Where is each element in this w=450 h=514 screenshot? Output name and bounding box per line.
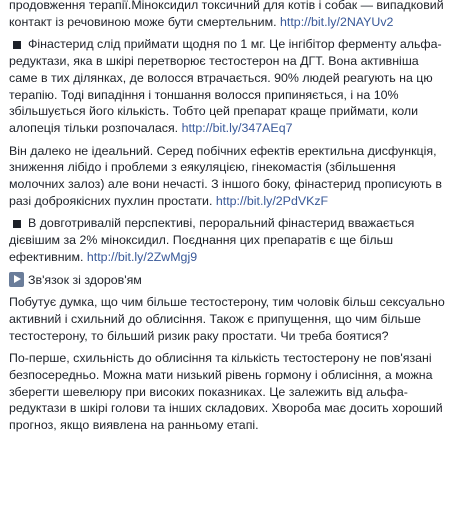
paragraph-long-term <box>9 215 445 265</box>
link-2ZwMgj9[interactable]: http://bit.ly/2ZwMgj9 <box>86 249 198 264</box>
paragraph-side-effects <box>9 143 445 210</box>
link-2PdVKzF[interactable]: http://bit.ly/2PdVKzF <box>215 193 329 208</box>
link-2NAYUv2[interactable]: http://bit.ly/2NAYUv2 <box>280 14 394 29</box>
paragraph-text: Фінастерид слід приймати щодня по 1 мг. Це інгібітор ферменту альфа-редуктази, яка в шкірі перетворює тестостерон на ДГТ. Вона активніша саме в тих ділянках, де волосся втрачається. 90% людей реагують на цю терапію. Тоді випадіння і тоншання волосся припиняється, і на 10% збільшується його кількість. Тобто цей препарат краще приймати, коли алопеція тільки розпочалася. <box>9 37 442 135</box>
play-button-icon <box>9 272 24 287</box>
section-heading <box>9 272 445 289</box>
paragraph-finasteride <box>9 36 445 136</box>
paragraph-text: Побутує думка, що чим більше тестостерону, тим чоловік більш сексуально активний і схильний до облисіння. Також є припущення, що чим більше тестостерону, то більший ризик раку простати. Чи треба боятися? <box>9 295 445 343</box>
paragraph-text: продовження терапії.Міноксидил токсичний для котів і собак — випадковий контакт із речовиною може бути смертельним. <box>9 0 444 29</box>
paragraph-text: В довготривалій перспективі, пероральний фінастерид вважається дієвішим за 2% міноксидил. Поєднання цих препаратів є ще більш ефективним. <box>9 216 415 264</box>
paragraph-text: Він далеко не ідеальний. Серед побічних ефектів еректильна дисфункція, зниження лібідо і проблеми з еякуляцією, гінекомастія (збільшення молочних залоз) але вони нечасті. З іншого боку, фінастерид прописують в разі доброякісних пухлин простати. <box>9 143 442 208</box>
paragraph-minoxidil-warning <box>9 0 445 30</box>
link-347AEq7[interactable]: http://bit.ly/347AEq7 <box>181 120 293 135</box>
section-title: Зв'язок зі здоров'ям <box>28 272 142 287</box>
paragraph-health-myth <box>9 294 445 344</box>
paragraph-firstly <box>9 350 445 434</box>
square-bullet-icon <box>13 41 21 49</box>
square-bullet-icon <box>13 220 21 228</box>
paragraph-text: По-перше, схильність до облисіння та кількість тестостерону не пов'язані безпосередньо. Можна мати низький рівень гормону і облисіння, а можна зберегти шевелюру при високих показниках. Це залежить від альфа-редуктази в шкірі голови та інших складових. Хвороба має досить хороший прогноз, якщо виявлена на ранньому етапі. <box>9 351 443 433</box>
post-body <box>9 0 445 440</box>
